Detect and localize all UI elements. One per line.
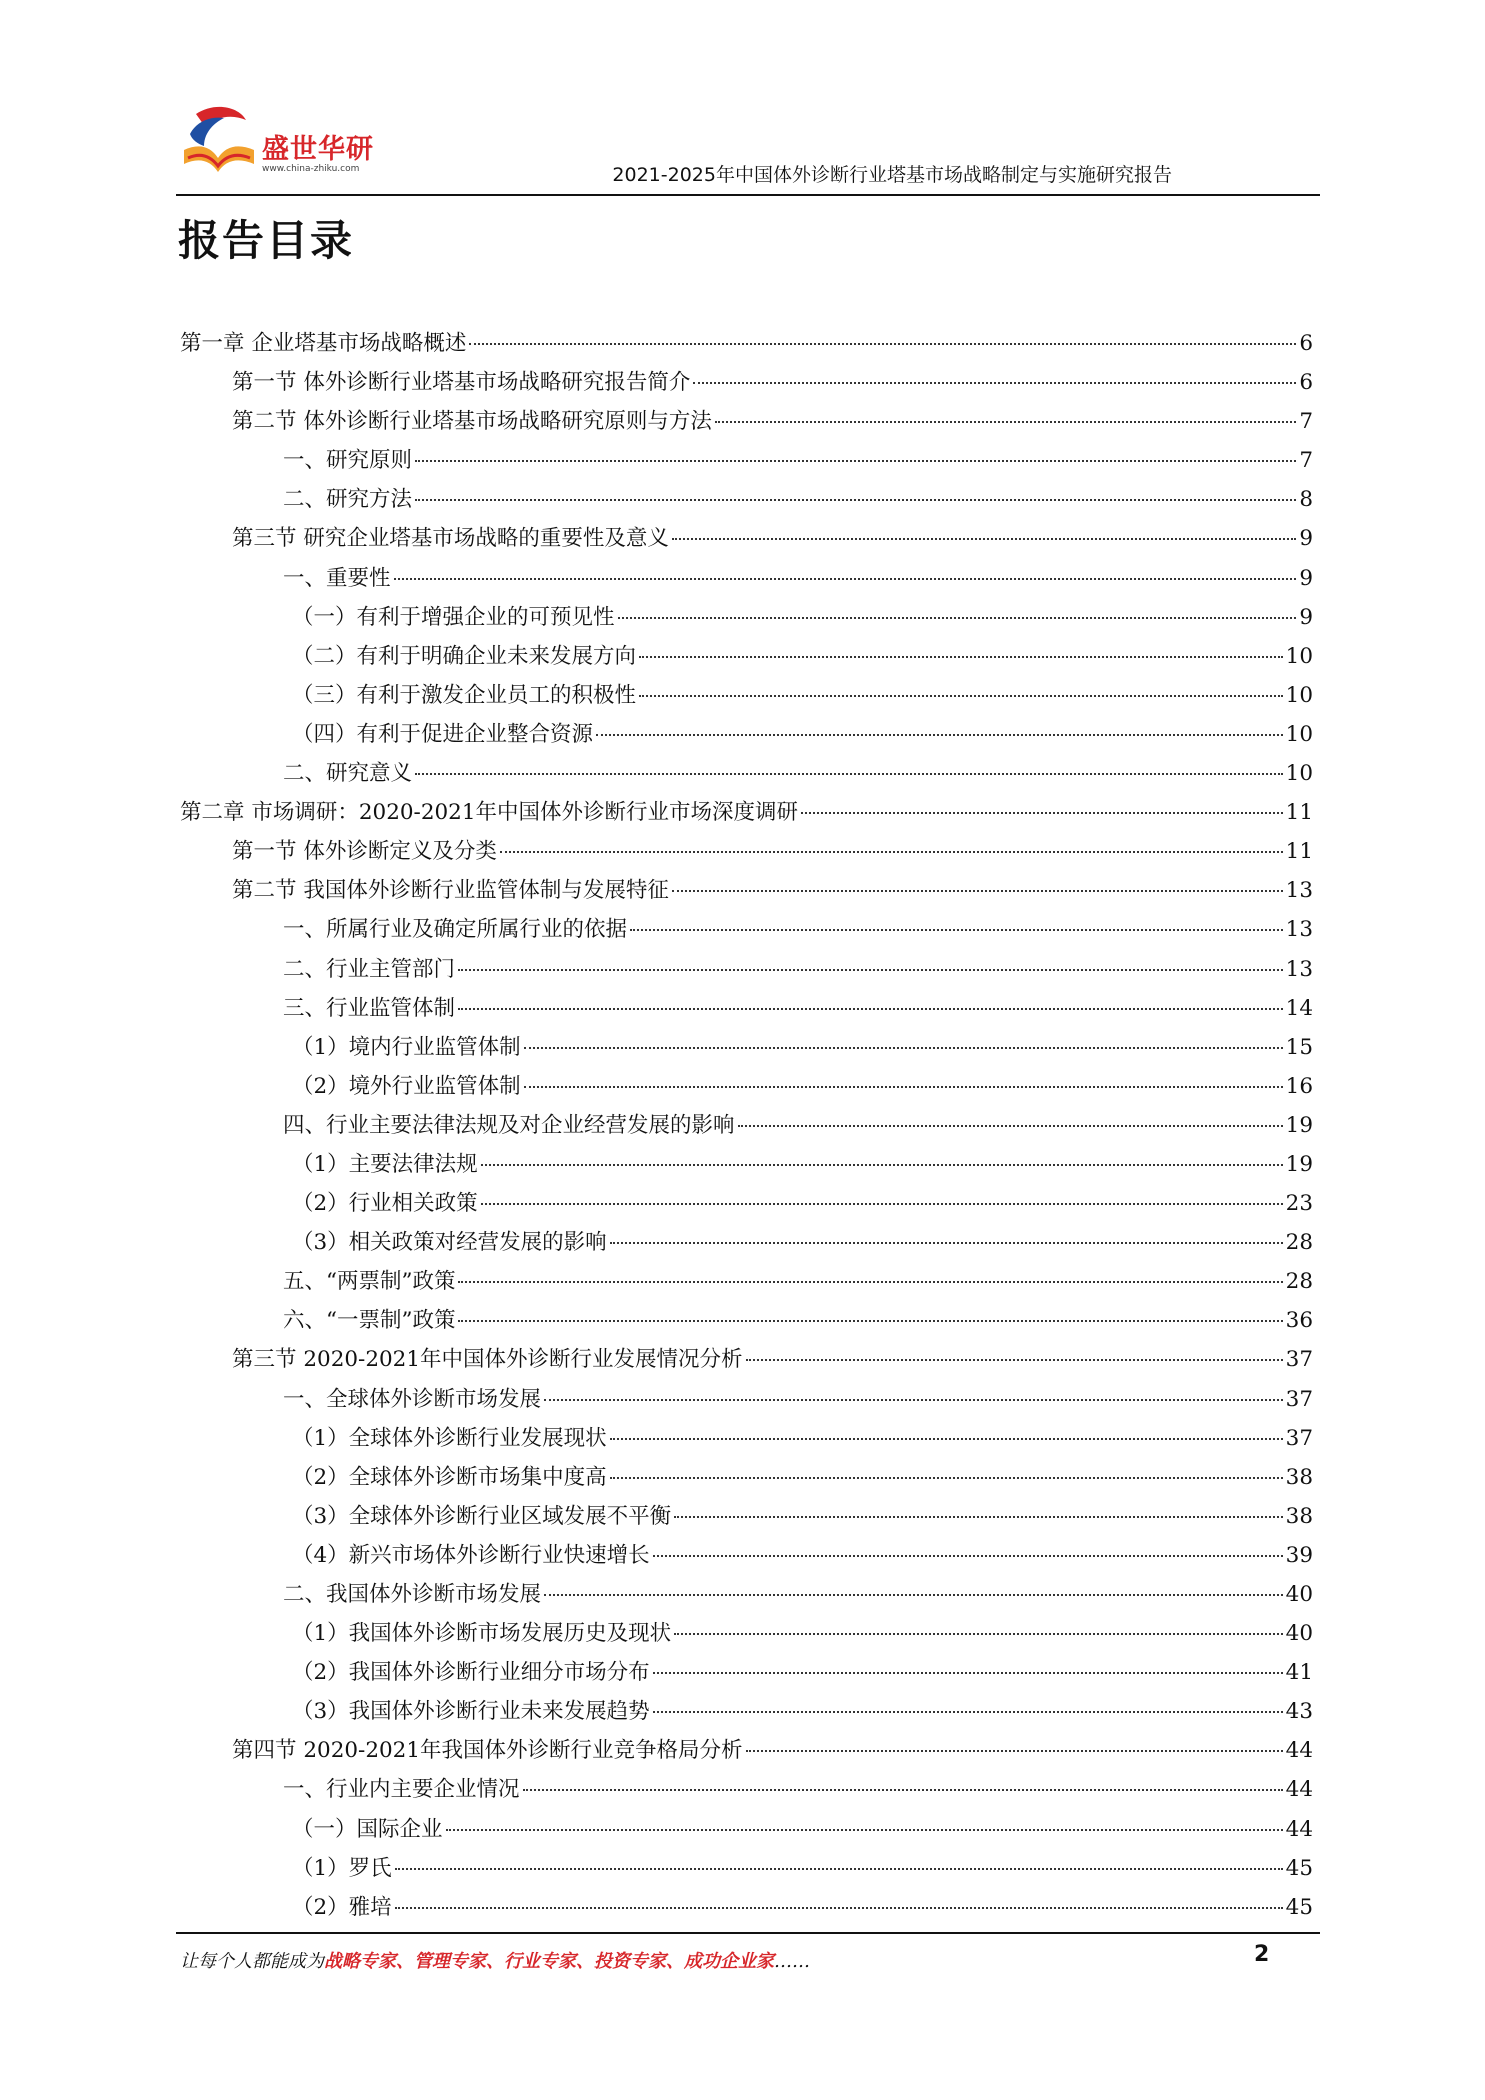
toc-dot-leader <box>500 851 1283 853</box>
toc-entry-title: 二、行业主管部门 <box>283 956 456 982</box>
toc-entry-page: 15 <box>1285 1034 1313 1060</box>
toc-dot-leader <box>469 343 1296 345</box>
toc-entry-page: 39 <box>1285 1542 1313 1568</box>
toc-entry-page: 10 <box>1285 682 1313 708</box>
toc-entry[interactable] <box>180 600 1313 639</box>
toc-entry-title: 一、重要性 <box>283 565 391 591</box>
toc-entry-title: （四）有利于促进企业整合资源 <box>292 721 594 747</box>
toc-entry-title: 六、“一票制”政策 <box>283 1308 456 1334</box>
toc-entry-title: （1）主要法律法规 <box>292 1151 478 1177</box>
toc-entry[interactable] <box>180 1851 1313 1890</box>
toc-entry-title: 第四节 2020-2021年我国体外诊断行业竞争格局分析 <box>232 1738 743 1764</box>
toc-entry-page: 37 <box>1285 1347 1313 1373</box>
toc-dot-leader <box>523 1789 1283 1791</box>
toc-dot-leader <box>618 617 1297 619</box>
toc-entry[interactable] <box>180 991 1313 1030</box>
toc-entry[interactable] <box>180 1577 1313 1616</box>
toc-entry[interactable] <box>180 756 1313 795</box>
toc-entry-page: 10 <box>1285 721 1313 747</box>
toc-entry[interactable] <box>180 1890 1313 1929</box>
toc-entry[interactable] <box>180 1812 1313 1851</box>
toc-entry[interactable] <box>180 912 1313 951</box>
toc-entry-page: 10 <box>1285 761 1313 787</box>
toc-entry[interactable] <box>180 1460 1313 1499</box>
toc-entry[interactable] <box>180 521 1313 560</box>
toc-dot-leader <box>672 538 1296 540</box>
toc-dot-leader <box>639 695 1283 697</box>
toc-dot-leader <box>481 1164 1283 1166</box>
toc-entry-title: （3）相关政策对经营发展的影响 <box>292 1230 607 1256</box>
toc-entry-title: 第一节 体外诊断行业塔基市场战略研究报告简介 <box>232 370 691 396</box>
toc-dot-leader <box>639 656 1283 658</box>
toc-entry[interactable] <box>180 1382 1313 1421</box>
footer-divider <box>176 1932 1320 1934</box>
toc-entry-page: 19 <box>1285 1112 1313 1138</box>
toc-entry-title: 四、行业主要法律法规及对企业经营发展的影响 <box>283 1112 735 1138</box>
toc-entry-page: 23 <box>1285 1191 1313 1217</box>
toc-entry-title: 第二章 市场调研：2020-2021年中国体外诊断行业市场深度调研 <box>180 800 799 826</box>
toc-dot-leader <box>801 812 1283 814</box>
slogan-emphasis: 战略专家、管理专家、行业专家、投资专家、成功企业家 <box>324 1951 774 1972</box>
toc-entry-page: 9 <box>1299 604 1313 630</box>
toc-entry[interactable] <box>180 717 1313 756</box>
toc-entry-page: 43 <box>1285 1699 1313 1725</box>
slogan-prefix: 让每个人都能成为 <box>180 1951 324 1972</box>
toc-entry-page: 13 <box>1285 956 1313 982</box>
toc-entry-page: 44 <box>1285 1816 1313 1842</box>
toc-entry[interactable] <box>180 795 1313 834</box>
toc-entry-title: （2）行业相关政策 <box>292 1191 478 1217</box>
toc-dot-leader <box>544 1594 1283 1596</box>
toc-entry-title: 一、研究原则 <box>283 448 413 474</box>
toc-entry[interactable] <box>180 1616 1313 1655</box>
page-number: 2 <box>1254 1942 1270 1967</box>
toc-entry-page: 38 <box>1285 1503 1313 1529</box>
toc-dot-leader <box>653 1672 1283 1674</box>
toc-entry-page: 40 <box>1285 1582 1313 1607</box>
toc-entry[interactable] <box>180 1147 1313 1186</box>
toc-entry-title: 第三节 研究企业塔基市场战略的重要性及意义 <box>232 526 669 552</box>
logo-book-icon <box>176 100 260 184</box>
toc-entry-page: 9 <box>1299 565 1313 591</box>
toc-entry[interactable] <box>180 1186 1313 1225</box>
toc-entry-title: 一、行业内主要企业情况 <box>283 1777 520 1803</box>
toc-entry-title: （一）国际企业 <box>292 1816 443 1842</box>
toc-dot-leader <box>524 1047 1283 1049</box>
toc-entry[interactable] <box>180 404 1313 443</box>
toc-dot-leader <box>458 1008 1283 1010</box>
toc-entry[interactable] <box>180 1108 1313 1147</box>
page-title: 报告目录 <box>178 216 355 265</box>
toc-dot-leader <box>610 1477 1283 1479</box>
footer-slogan <box>180 1947 810 1973</box>
toc-entry-page: 13 <box>1285 878 1313 904</box>
toc-entry-page: 11 <box>1285 839 1313 865</box>
header-divider <box>176 194 1320 196</box>
toc-entry-page: 16 <box>1285 1073 1313 1099</box>
toc-entry-title: 第一节 体外诊断定义及分类 <box>232 839 497 865</box>
toc-entry[interactable] <box>180 873 1313 912</box>
toc-dot-leader <box>674 1633 1282 1635</box>
toc-entry[interactable] <box>180 1421 1313 1460</box>
toc-dot-leader <box>446 1829 1283 1831</box>
toc-entry-title: 一、所属行业及确定所属行业的依据 <box>283 917 628 943</box>
toc-entry[interactable] <box>180 1069 1313 1108</box>
toc-entry-title: （4）新兴市场体外诊断行业快速增长 <box>292 1542 650 1568</box>
toc-entry[interactable] <box>180 365 1313 404</box>
toc-entry[interactable] <box>180 1342 1313 1381</box>
toc-entry-title: （1）全球体外诊断行业发展现状 <box>292 1425 607 1451</box>
toc-entry-title: 第三节 2020-2021年中国体外诊断行业发展情况分析 <box>232 1347 743 1373</box>
toc-entry-title: 五、“两票制”政策 <box>283 1269 456 1295</box>
toc-entry[interactable] <box>180 834 1313 873</box>
brand-url: www.china-zhiku.com <box>262 164 360 174</box>
toc-entry[interactable] <box>180 1772 1313 1811</box>
toc-entry-title: 二、我国体外诊断市场发展 <box>283 1582 542 1607</box>
toc-entry[interactable] <box>180 1303 1313 1342</box>
toc-entry[interactable] <box>180 561 1313 600</box>
toc-dot-leader <box>415 460 1296 462</box>
toc-dot-leader <box>630 929 1283 931</box>
toc-dot-leader <box>610 1438 1283 1440</box>
toc-dot-leader <box>415 499 1296 501</box>
toc-entry-page: 41 <box>1285 1660 1313 1686</box>
toc-dot-leader <box>715 421 1296 423</box>
toc-entry-title: （2）全球体外诊断市场集中度高 <box>292 1464 607 1490</box>
toc-entry-title: 三、行业监管体制 <box>283 995 456 1021</box>
toc-dot-leader <box>415 773 1283 775</box>
toc-dot-leader <box>738 1125 1283 1127</box>
toc-dot-leader <box>395 1868 1283 1870</box>
toc-entry-page: 11 <box>1285 800 1313 826</box>
toc-entry-title: （三）有利于激发企业员工的积极性 <box>292 682 637 708</box>
toc-dot-leader <box>458 1320 1282 1322</box>
toc-dot-leader <box>653 1555 1283 1557</box>
toc-entry-title: （二）有利于明确企业未来发展方向 <box>292 643 637 669</box>
toc-entry[interactable] <box>180 1030 1313 1069</box>
toc-entry-page: 44 <box>1285 1738 1313 1764</box>
toc-entry-page: 37 <box>1285 1425 1313 1451</box>
toc-entry-title: 二、研究方法 <box>283 487 413 513</box>
toc-entry[interactable] <box>180 482 1313 521</box>
toc-entry-page: 36 <box>1285 1308 1313 1334</box>
brand-name: 盛世华研 <box>262 134 374 165</box>
toc-dot-leader <box>610 1242 1283 1244</box>
toc-entry[interactable] <box>180 678 1313 717</box>
toc-entry[interactable] <box>180 443 1313 482</box>
toc-entry-page: 19 <box>1285 1151 1313 1177</box>
toc-entry-page: 45 <box>1285 1894 1313 1920</box>
toc-entry-page: 13 <box>1285 917 1313 943</box>
toc-entry-page: 9 <box>1299 526 1313 552</box>
toc-entry[interactable] <box>180 1694 1313 1733</box>
toc-entry[interactable] <box>180 1733 1313 1772</box>
toc-entry-page: 6 <box>1299 331 1313 356</box>
toc-entry[interactable] <box>180 639 1313 678</box>
report-title: 2021-2025年中国体外诊断行业塔基市场战略制定与实施研究报告 <box>612 164 1172 186</box>
toc-dot-leader <box>524 1086 1283 1088</box>
slogan-suffix: …… <box>774 1951 810 1972</box>
toc-entry-page: 28 <box>1285 1269 1313 1295</box>
toc-entry[interactable] <box>180 952 1313 991</box>
toc-entry[interactable] <box>180 1264 1313 1303</box>
toc-entry-page: 6 <box>1299 370 1313 396</box>
toc-entry-title: （3）我国体外诊断行业未来发展趋势 <box>292 1699 650 1725</box>
toc-entry-title: 一、全球体外诊断市场发展 <box>283 1386 542 1412</box>
toc-dot-leader <box>544 1399 1283 1401</box>
toc-entry[interactable] <box>180 1655 1313 1694</box>
toc-dot-leader <box>653 1711 1283 1713</box>
toc-dot-leader <box>746 1359 1283 1361</box>
toc-entry-title: （2）境外行业监管体制 <box>292 1073 521 1099</box>
toc-entry[interactable] <box>180 1538 1313 1577</box>
toc-dot-leader <box>672 890 1283 892</box>
toc-dot-leader <box>746 1750 1283 1752</box>
toc-entry-title: 第二节 我国体外诊断行业监管体制与发展特征 <box>232 878 669 904</box>
toc-entry-title: 第一章 企业塔基市场战略概述 <box>180 331 467 356</box>
toc-dot-leader <box>458 969 1283 971</box>
toc-entry-title: （1）罗氏 <box>292 1855 392 1881</box>
toc-entry-page: 40 <box>1285 1621 1313 1647</box>
toc-dot-leader <box>458 1281 1282 1283</box>
toc-entry-title: （1）境内行业监管体制 <box>292 1034 521 1060</box>
toc-dot-leader <box>693 382 1296 384</box>
toc-dot-leader <box>674 1516 1282 1518</box>
toc-entry-page: 38 <box>1285 1464 1313 1490</box>
toc-entry-page: 7 <box>1299 409 1313 435</box>
toc-entry-page: 45 <box>1285 1855 1313 1881</box>
toc-dot-leader <box>481 1203 1283 1205</box>
toc-dot-leader <box>394 578 1297 580</box>
toc-entry-title: （2）雅培 <box>292 1894 392 1920</box>
toc-entry-page: 14 <box>1285 995 1313 1021</box>
toc-dot-leader <box>596 734 1283 736</box>
toc-entry-title: （1）我国体外诊断市场发展历史及现状 <box>292 1621 672 1647</box>
toc-entry-title: 二、研究意义 <box>283 761 413 787</box>
toc-entry-page: 8 <box>1299 487 1313 513</box>
toc-entry[interactable] <box>180 1499 1313 1538</box>
toc-entry-title: （一）有利于增强企业的可预见性 <box>292 604 615 630</box>
toc-entry-title: （2）我国体外诊断行业细分市场分布 <box>292 1660 650 1686</box>
toc-entry-page: 10 <box>1285 643 1313 669</box>
table-of-contents <box>180 326 1313 1929</box>
toc-entry[interactable] <box>180 1225 1313 1264</box>
toc-dot-leader <box>395 1907 1283 1909</box>
toc-entry-page: 44 <box>1285 1777 1313 1803</box>
toc-entry-title: （3）全球体外诊断行业区域发展不平衡 <box>292 1503 672 1529</box>
page-header <box>176 100 1320 196</box>
toc-entry[interactable] <box>180 326 1313 365</box>
brand-logo <box>176 100 406 184</box>
toc-entry-title: 第二节 体外诊断行业塔基市场战略研究原则与方法 <box>232 409 712 435</box>
toc-entry-page: 28 <box>1285 1230 1313 1256</box>
toc-entry-page: 7 <box>1299 448 1313 474</box>
toc-entry-page: 37 <box>1285 1386 1313 1412</box>
